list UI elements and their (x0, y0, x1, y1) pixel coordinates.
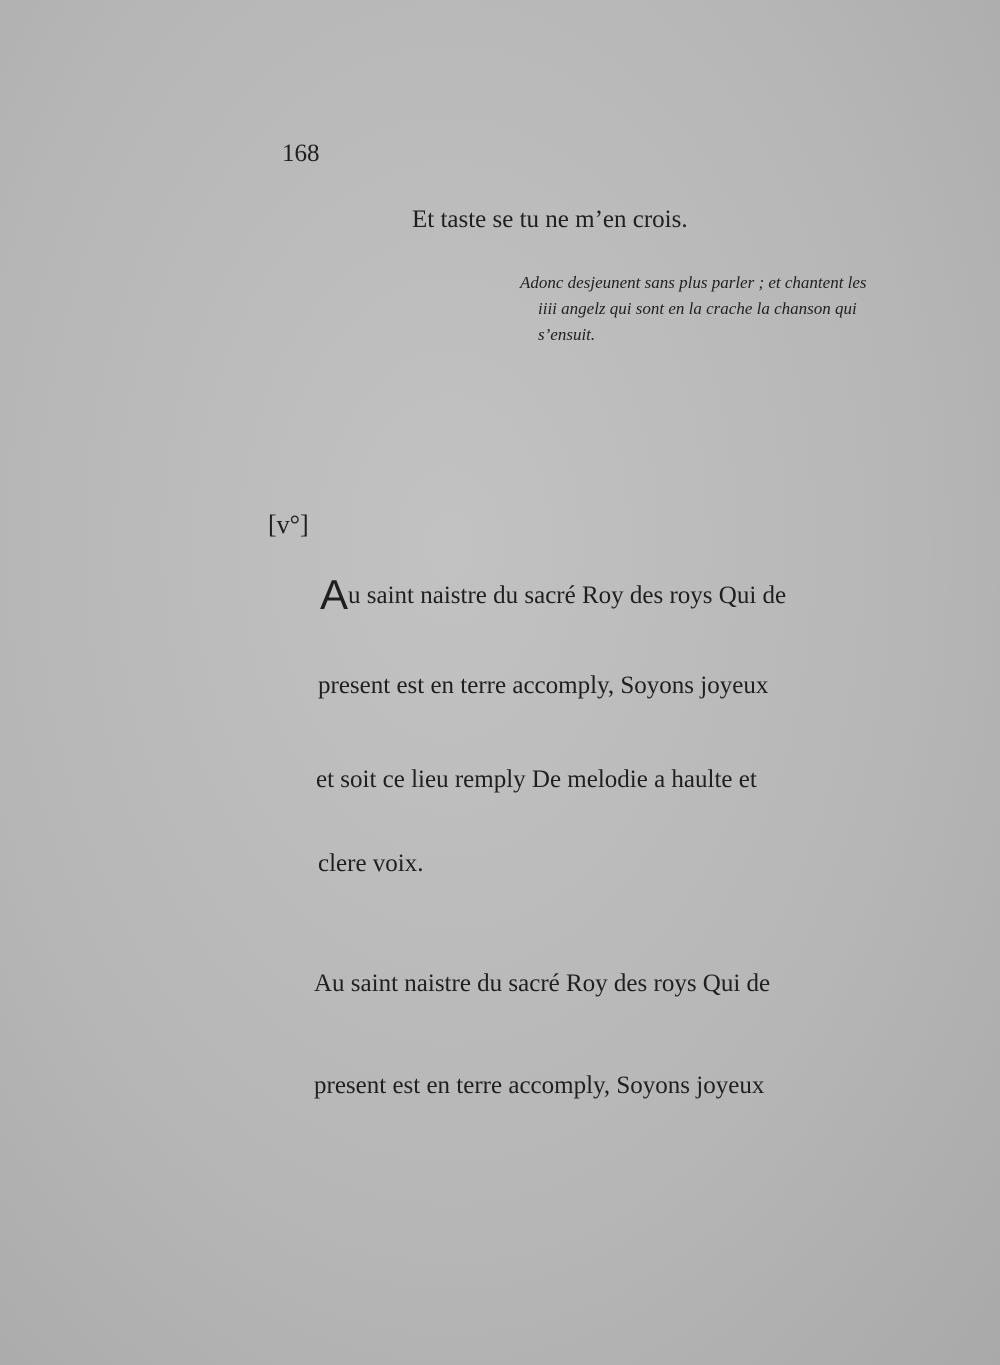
drop-cap: A (320, 571, 349, 618)
verse-line: Et taste se tu ne m’en crois. (412, 206, 688, 233)
stage-direction-line: Adonc desjeunent sans plus parler ; et chantent les (520, 273, 867, 292)
song-line: Au saint naistre du sacré Roy des roys Qui de (314, 970, 771, 997)
song-line: present est en terre accomply, Soyons joyeux (314, 1072, 765, 1099)
song-line: et soit ce lieu remply De melodie a haulte et (316, 766, 757, 793)
song-line (320, 571, 787, 618)
page-number: 168 (282, 140, 320, 167)
song-line-text: u saint naistre du sacré Roy des roys Qui de (348, 582, 787, 609)
song-line: clere voix. (318, 850, 424, 877)
folio-marker: [v°] (268, 510, 309, 539)
stage-direction-line: s’ensuit. (538, 325, 596, 344)
stage-direction (520, 270, 940, 348)
song-line: present est en terre accomply, Soyons joyeux (318, 672, 769, 699)
stage-direction-line: iiii angelz qui sont en la crache la chanson qui (538, 299, 857, 318)
